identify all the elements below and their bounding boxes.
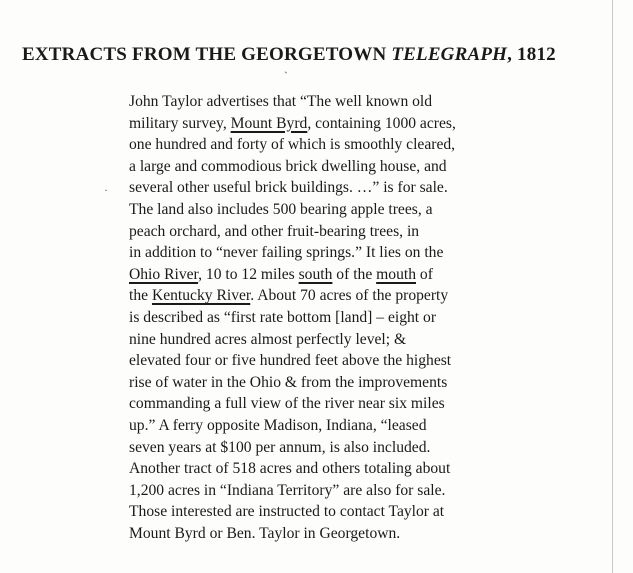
text-segment: of: [416, 265, 433, 283]
underlined-phrase: Ohio River: [129, 265, 199, 283]
underlined-phrase: Mount Byrd: [230, 114, 308, 132]
text-segment: 1,200 acres in “Indiana Territory” are also for sale.: [129, 481, 446, 499]
text-segment: the: [129, 287, 152, 305]
ink-dot-mark: ·: [104, 183, 108, 197]
text-segment: rise of water in the Ohio & from the improvements: [129, 373, 448, 391]
text-segment: The land also includes 500 bearing apple trees, a: [129, 200, 433, 218]
body-line: [129, 113, 609, 135]
body-line: [129, 415, 609, 437]
body-line: [129, 458, 609, 480]
body-line: [129, 307, 609, 329]
body-line: [129, 329, 609, 351]
body-line: [129, 134, 609, 156]
text-segment: elevated four or five hundred feet above the highest: [129, 352, 452, 370]
body-line: [129, 91, 609, 113]
text-segment: of the: [332, 265, 377, 283]
page-title: [22, 44, 622, 66]
text-segment: one hundred and forty of which is smoothly cleared,: [129, 136, 456, 154]
underlined-phrase: mouth: [376, 265, 417, 283]
title-newspaper-name: TELEGRAPH: [391, 44, 508, 65]
text-segment: peach orchard, and other fruit-bearing trees, in: [129, 222, 420, 240]
text-segment: , 10 to 12 miles: [198, 265, 299, 283]
body-line: [129, 177, 609, 199]
underlined-phrase: Kentucky River: [151, 287, 251, 305]
page-edge-divider: [612, 0, 613, 573]
body-line: [129, 393, 609, 415]
text-segment: seven years at $100 per annum, is also included.: [129, 438, 431, 456]
title-main: EXTRACTS FROM THE GEORGETOWN: [22, 44, 392, 65]
text-segment: in addition to “never failing springs.” It lies on the: [129, 244, 444, 262]
body-line: [129, 480, 609, 502]
underlined-phrase: south: [298, 265, 333, 283]
text-segment: Another tract of 518 acres and others totaling about: [129, 460, 451, 478]
title-year: , 1812: [507, 44, 556, 65]
body-line: [129, 350, 609, 372]
text-segment: a large and commodious brick dwelling house, and: [129, 157, 447, 175]
body-line: [129, 156, 609, 178]
text-segment: . About 70 acres of the property: [250, 287, 449, 305]
text-segment: , containing 1000 acres,: [307, 114, 456, 132]
text-segment: Mount Byrd or Ben. Taylor in Georgetown.: [129, 524, 401, 542]
body-line: [129, 264, 609, 286]
article-body: [129, 91, 609, 544]
text-segment: nine hundred acres almost perfectly level; &: [129, 330, 407, 348]
text-segment: is described as “first rate bottom [land] – eight or: [129, 308, 437, 326]
text-segment: John Taylor advertises that “The well known old: [129, 93, 433, 110]
body-line: [129, 437, 609, 459]
text-segment: military survey,: [129, 114, 231, 132]
text-segment: up.” A ferry opposite Madison, Indiana, “leased: [129, 416, 427, 434]
text-segment: several other useful brick buildings. …” is for sale.: [129, 179, 448, 197]
text-segment: commanding a full view of the river near six miles: [129, 395, 445, 413]
body-line: [129, 221, 609, 243]
body-line: [129, 242, 609, 264]
body-line: [129, 501, 609, 523]
text-segment: Those interested are instructed to contact Taylor at: [129, 503, 445, 521]
ink-speck-mark: ˋ: [284, 69, 288, 83]
body-line: [129, 523, 609, 545]
body-line: [129, 372, 609, 394]
body-line: [129, 285, 609, 307]
body-line: [129, 199, 609, 221]
